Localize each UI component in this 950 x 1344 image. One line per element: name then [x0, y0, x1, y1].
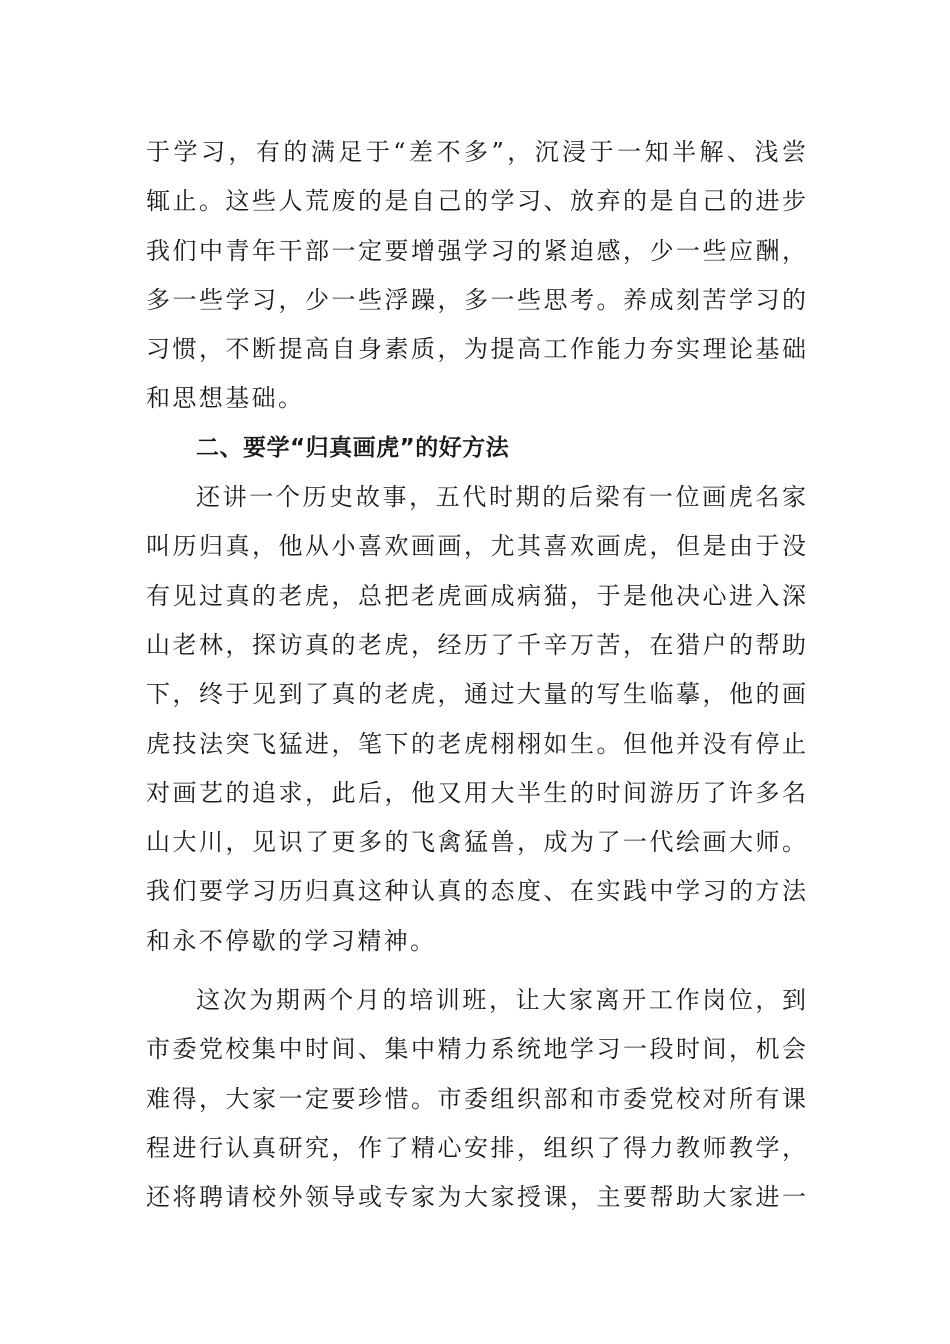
- text-line: 难得，大家一定要珍惜。市委组织部和市委党校对所有课: [146, 1084, 806, 1113]
- section-heading: 二、要学“归真画虎”的好方法: [196, 434, 510, 461]
- paragraph: [146, 473, 806, 966]
- document-body: [146, 128, 806, 1223]
- text-line: 程进行认真研究，作了精心安排，组织了得力教师教学，: [146, 1133, 806, 1162]
- text-line: 我们要学习历归真这种认真的态度、在实践中学习的方法: [146, 877, 806, 906]
- paragraph: [146, 128, 806, 424]
- text-line: 市委党校集中时间、集中精力系统地学习一段时间，机会: [146, 1035, 806, 1064]
- text-line: 于学习，有的满足于“差不多”，沉浸于一知半解、浅尝: [146, 138, 806, 166]
- text-line: 有见过真的老虎，总把老虎画成病猫，于是他决心进入深: [146, 581, 806, 610]
- text-line: 山老林，探访真的老虎，经历了千辛万苦，在猎户的帮助: [146, 630, 806, 659]
- text-line: 还讲一个历史故事，五代时期的后梁有一位画虎名家: [196, 483, 806, 512]
- text-line: 习惯，不断提高自身素质，为提高工作能力夯实理论基础: [146, 335, 806, 364]
- text-line: 还将聘请校外领导或专家为大家授课，主要帮助大家进一: [146, 1183, 806, 1212]
- text-line: 和永不停歇的学习精神。: [146, 926, 437, 955]
- text-line: 我们中青年干部一定要增强学习的紧迫感，少一些应酬，: [146, 236, 806, 265]
- text-line: 这次为期两个月的培训班，让大家离开工作岗位，到: [196, 986, 806, 1015]
- text-line: 辄止。这些人荒废的是自己的学习、放弃的是自己的进步: [146, 187, 806, 216]
- text-line: 下，终于见到了真的老虎，通过大量的写生临摹，他的画: [146, 680, 806, 709]
- text-line: 虎技法突飞猛进，笔下的老虎栩栩如生。但他并没有停止: [146, 729, 806, 758]
- paragraph: [146, 976, 806, 1222]
- text-line: 叫历归真，他从小喜欢画画，尤其喜欢画虎，但是由于没: [146, 532, 806, 561]
- paragraph-spacer: [146, 966, 806, 976]
- text-line: 对画艺的追求，此后，他又用大半生的时间游历了许多名: [146, 778, 806, 807]
- text-line: 山大川，见识了更多的飞禽猛兽，成为了一代绘画大师。: [146, 828, 806, 857]
- text-line: 多一些学习，少一些浮躁，多一些思考。养成刻苦学习的: [146, 285, 806, 314]
- text-line: 和思想基础。: [146, 384, 305, 413]
